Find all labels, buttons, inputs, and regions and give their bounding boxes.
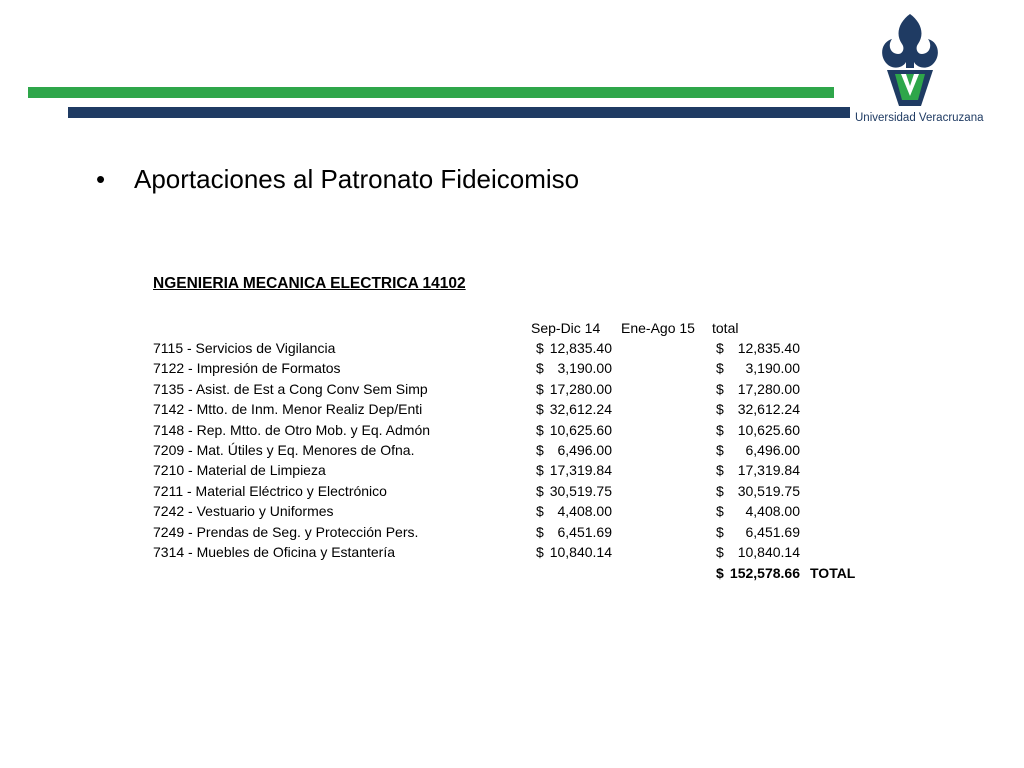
account-name: 7249 - Prendas de Seg. y Protección Pers. bbox=[153, 523, 419, 540]
total-currency: $ bbox=[716, 523, 724, 540]
total-currency: $ bbox=[716, 380, 724, 397]
sepdic-currency: $ bbox=[536, 401, 544, 418]
total-amount: 10,840.14 bbox=[737, 543, 800, 560]
total-currency: $ bbox=[716, 543, 724, 560]
column-header-total: total bbox=[712, 320, 739, 336]
sepdic-amount: 32,612.24 bbox=[549, 401, 612, 418]
column-header-eneago: Ene-Ago 15 bbox=[621, 320, 695, 336]
account-name: 7211 - Material Eléctrico y Electrónico bbox=[153, 482, 387, 499]
table-row bbox=[0, 483, 1024, 503]
total-amount: 6,496.00 bbox=[745, 441, 800, 458]
sepdic-amount: 17,319.84 bbox=[549, 462, 612, 479]
account-name: 7210 - Material de Limpieza bbox=[153, 462, 326, 479]
table-row bbox=[0, 401, 1024, 421]
table-row bbox=[0, 524, 1024, 544]
total-currency: $ bbox=[716, 462, 724, 479]
slide-title-text: Aportaciones al Patronato Fideicomiso bbox=[134, 164, 580, 194]
fleur-de-lis-v-icon bbox=[877, 12, 943, 108]
grand-total-value: 152,578.66 bbox=[729, 565, 800, 581]
total-amount: 10,625.60 bbox=[737, 421, 800, 438]
sepdic-currency: $ bbox=[536, 421, 544, 438]
sepdic-amount: 12,835.40 bbox=[549, 340, 612, 356]
account-name: 7148 - Rep. Mtto. de Otro Mob. y Eq. Admón bbox=[153, 421, 431, 438]
table-title: NGENIERIA MECANICA ELECTRICA 14102 bbox=[153, 275, 466, 292]
total-amount: 4,408.00 bbox=[745, 503, 800, 520]
total-amount: 3,190.00 bbox=[745, 360, 800, 377]
column-header-sepdic: Sep-Dic 14 bbox=[531, 320, 601, 336]
account-name: 7115 - Servicios de Vigilancia bbox=[153, 340, 336, 356]
account-name: 7242 - Vestuario y Uniformes bbox=[153, 503, 334, 520]
sepdic-amount: 4,408.00 bbox=[557, 503, 612, 520]
total-amount: 30,519.75 bbox=[737, 482, 800, 499]
grand-total-label: TOTAL bbox=[810, 565, 856, 581]
grand-total-currency: $ bbox=[716, 565, 724, 581]
total-currency: $ bbox=[716, 441, 724, 458]
slide-title bbox=[96, 164, 579, 195]
total-currency: $ bbox=[716, 503, 724, 520]
sepdic-currency: $ bbox=[536, 482, 544, 499]
table-row bbox=[0, 442, 1024, 462]
table-row bbox=[0, 381, 1024, 401]
total-currency: $ bbox=[716, 421, 724, 438]
header-green-stripe bbox=[28, 87, 834, 98]
account-name: 7209 - Mat. Útiles y Eq. Menores de Ofna. bbox=[153, 441, 415, 458]
sepdic-currency: $ bbox=[536, 462, 544, 479]
table-row bbox=[0, 544, 1024, 564]
sepdic-currency: $ bbox=[536, 360, 544, 377]
sepdic-amount: 10,840.14 bbox=[549, 543, 612, 560]
total-amount: 17,319.84 bbox=[737, 462, 800, 479]
table-row bbox=[0, 462, 1024, 482]
total-currency: $ bbox=[716, 340, 724, 356]
account-name: 7135 - Asist. de Est a Cong Conv Sem Simp bbox=[153, 380, 428, 397]
sepdic-amount: 30,519.75 bbox=[549, 482, 612, 499]
account-name: 7314 - Muebles de Oficina y Estantería bbox=[153, 543, 396, 560]
bullet-marker: • bbox=[96, 164, 106, 194]
total-amount: 32,612.24 bbox=[737, 401, 800, 418]
table-row bbox=[0, 340, 1024, 360]
total-currency: $ bbox=[716, 482, 724, 499]
total-currency: $ bbox=[716, 360, 724, 377]
sepdic-amount: 3,190.00 bbox=[557, 360, 612, 377]
total-amount: 17,280.00 bbox=[737, 380, 800, 397]
sepdic-amount: 10,625.60 bbox=[549, 421, 612, 438]
account-name: 7142 - Mtto. de Inm. Menor Realiz Dep/Enti bbox=[153, 401, 423, 418]
university-logo bbox=[855, 12, 985, 132]
account-name: 7122 - Impresión de Formatos bbox=[153, 360, 341, 377]
sepdic-amount: 6,451.69 bbox=[557, 523, 612, 540]
sepdic-currency: $ bbox=[536, 543, 544, 560]
total-amount: 12,835.40 bbox=[737, 340, 800, 356]
table-row bbox=[0, 422, 1024, 442]
sepdic-amount: 6,496.00 bbox=[557, 441, 612, 458]
header-blue-stripe bbox=[68, 107, 850, 118]
table-row bbox=[0, 503, 1024, 523]
total-amount: 6,451.69 bbox=[745, 523, 800, 540]
university-name: Universidad Veracruzana bbox=[855, 112, 984, 124]
budget-table-body bbox=[0, 340, 1024, 564]
sepdic-currency: $ bbox=[536, 441, 544, 458]
sepdic-currency: $ bbox=[536, 523, 544, 540]
sepdic-currency: $ bbox=[536, 380, 544, 397]
total-currency: $ bbox=[716, 401, 724, 418]
sepdic-currency: $ bbox=[536, 340, 544, 356]
sepdic-currency: $ bbox=[536, 503, 544, 520]
table-row bbox=[0, 360, 1024, 380]
sepdic-amount: 17,280.00 bbox=[549, 380, 612, 397]
